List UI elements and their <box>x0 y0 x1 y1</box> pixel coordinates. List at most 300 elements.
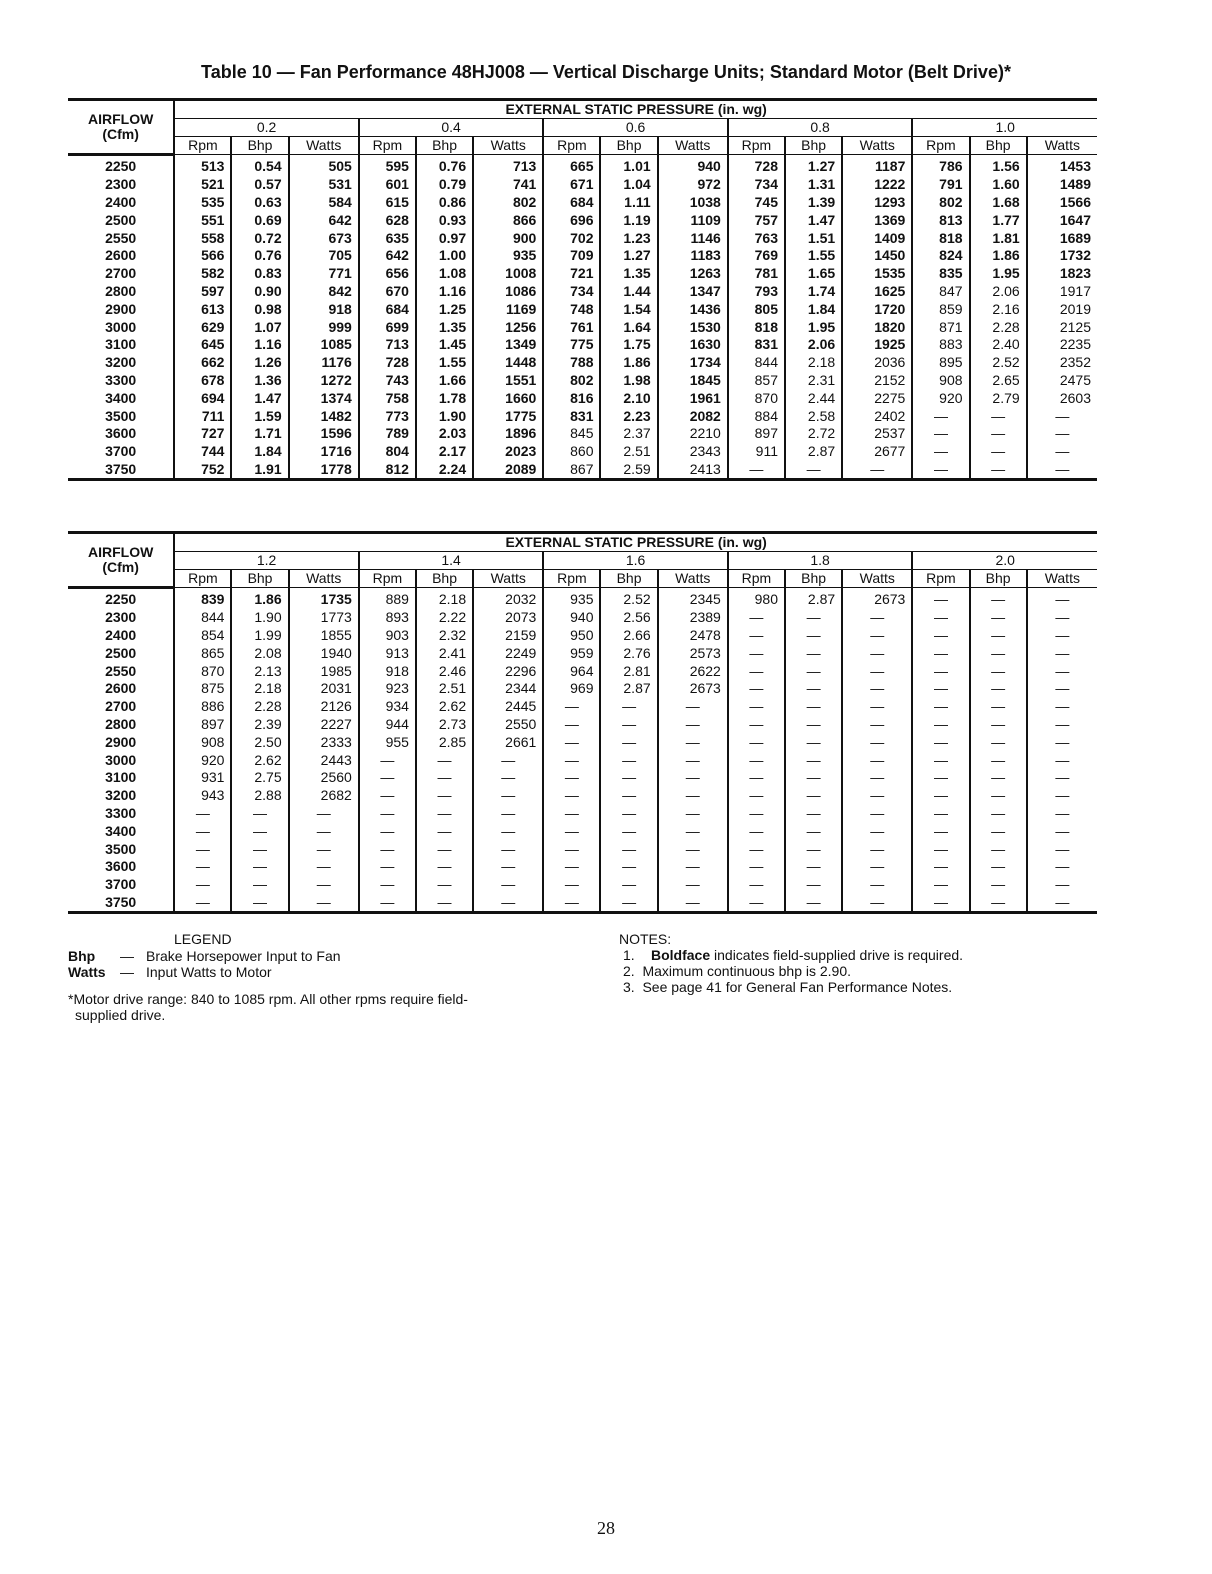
value-cell-watts: — <box>473 805 543 823</box>
value-cell-bhp: 1.56 <box>970 155 1027 176</box>
airflow-cell: 3400 <box>105 389 137 406</box>
value-cell-bhp: 1.86 <box>231 588 288 609</box>
value-cell-rpm: 684 <box>359 300 416 318</box>
value-cell-watts: 1775 <box>473 407 543 425</box>
value-cell-rpm: — <box>912 822 969 840</box>
value-cell-bhp: 2.50 <box>231 733 288 751</box>
value-cell-bhp: 2.24 <box>416 461 473 480</box>
value-cell-watts: — <box>842 751 912 769</box>
value-cell-bhp: 2.87 <box>785 443 842 461</box>
value-cell-bhp: — <box>970 627 1027 645</box>
value-cell-rpm: 769 <box>728 247 785 265</box>
value-cell-bhp: — <box>416 876 473 894</box>
value-cell-rpm: 734 <box>543 283 600 301</box>
value-cell-watts: 2235 <box>1027 336 1097 354</box>
value-cell-rpm: 551 <box>174 211 231 229</box>
value-cell-bhp: 1.36 <box>231 372 288 390</box>
value-cell-bhp: 2.81 <box>600 662 657 680</box>
table-row <box>68 751 1097 769</box>
value-cell-watts: — <box>1027 425 1097 443</box>
value-cell-watts: 1647 <box>1027 211 1097 229</box>
value-cell-watts: 1734 <box>658 354 728 372</box>
value-cell-bhp: — <box>785 876 842 894</box>
value-cell-bhp: 1.84 <box>231 443 288 461</box>
value-cell-watts: — <box>1027 698 1097 716</box>
value-cell-rpm: — <box>728 822 785 840</box>
value-cell-bhp: 2.87 <box>600 680 657 698</box>
value-cell-watts: 866 <box>473 211 543 229</box>
airflow-cell: 3500 <box>105 840 137 857</box>
value-cell-bhp: 2.10 <box>600 389 657 407</box>
value-cell-watts: 2333 <box>289 733 359 751</box>
value-cell-rpm: — <box>359 876 416 894</box>
column-header-watts: Watts <box>289 570 359 588</box>
value-cell-watts: 1961 <box>658 389 728 407</box>
value-cell-bhp: — <box>785 840 842 858</box>
value-cell-bhp: — <box>785 894 842 913</box>
value-cell-bhp: 1.64 <box>600 318 657 336</box>
value-cell-watts: 940 <box>658 155 728 176</box>
value-cell-rpm: — <box>912 858 969 876</box>
value-cell-bhp: 2.73 <box>416 716 473 734</box>
airflow-header <box>68 100 174 155</box>
value-cell-bhp: 0.93 <box>416 211 473 229</box>
value-cell-bhp: 1.65 <box>785 265 842 283</box>
value-cell-bhp: — <box>785 787 842 805</box>
value-cell-watts: — <box>473 787 543 805</box>
value-cell-bhp: 2.51 <box>416 680 473 698</box>
value-cell-rpm: 871 <box>912 318 969 336</box>
value-cell-bhp: — <box>970 858 1027 876</box>
pressure-header: 1.6 <box>543 552 728 570</box>
value-cell-watts: 1349 <box>473 336 543 354</box>
value-cell-rpm: — <box>728 644 785 662</box>
airflow-cell: 3600 <box>105 858 137 875</box>
value-cell-watts: 2537 <box>842 425 912 443</box>
table-row <box>68 155 1097 176</box>
value-cell-rpm: 931 <box>174 769 231 787</box>
page-number: 28 <box>597 1518 615 1538</box>
value-cell-rpm: 684 <box>543 194 600 212</box>
value-cell-bhp: 2.65 <box>970 372 1027 390</box>
value-cell-watts: — <box>842 805 912 823</box>
airflow-cell: 2700 <box>105 698 137 715</box>
value-cell-watts: 2296 <box>473 662 543 680</box>
value-cell-rpm: — <box>174 894 231 913</box>
value-cell-bhp: — <box>970 733 1027 751</box>
airflow-unit: (Cfm) <box>102 559 139 575</box>
value-cell-watts: — <box>1027 769 1097 787</box>
legend-definition: Brake Horsepower Input to Fan <box>146 948 341 964</box>
column-header-bhp: Bhp <box>970 570 1027 588</box>
value-cell-watts: 1985 <box>289 662 359 680</box>
value-cell-rpm: — <box>728 662 785 680</box>
value-cell-rpm: — <box>359 840 416 858</box>
value-cell-watts: — <box>658 805 728 823</box>
footnote-line-1: *Motor drive range: 840 to 1085 rpm. All other rpms require field- <box>68 991 468 1007</box>
value-cell-watts: 1183 <box>658 247 728 265</box>
value-cell-bhp: 2.66 <box>600 627 657 645</box>
value-cell-watts: — <box>289 822 359 840</box>
value-cell-watts: 2352 <box>1027 354 1097 372</box>
airflow-cell: 3700 <box>105 876 137 893</box>
pressure-header: 1.4 <box>359 552 544 570</box>
column-header-rpm: Rpm <box>728 137 785 155</box>
value-cell-watts: 2622 <box>658 662 728 680</box>
table-row <box>68 229 1097 247</box>
value-cell-rpm: 923 <box>359 680 416 698</box>
value-cell-bhp: 1.98 <box>600 372 657 390</box>
table-row <box>68 840 1097 858</box>
value-cell-bhp: 2.75 <box>231 769 288 787</box>
value-cell-watts: — <box>1027 461 1097 480</box>
column-header-bhp: Bhp <box>231 137 288 155</box>
value-cell-bhp: 1.25 <box>416 300 473 318</box>
value-cell-bhp: 0.63 <box>231 194 288 212</box>
value-cell-watts: 2019 <box>1027 300 1097 318</box>
column-header-rpm: Rpm <box>543 570 600 588</box>
value-cell-bhp: — <box>231 805 288 823</box>
value-cell-watts: — <box>842 769 912 787</box>
value-cell-rpm: 781 <box>728 265 785 283</box>
value-cell-bhp: 1.66 <box>416 372 473 390</box>
table-row <box>68 354 1097 372</box>
value-cell-bhp: — <box>416 787 473 805</box>
value-cell-bhp: — <box>785 680 842 698</box>
value-cell-watts: — <box>1027 876 1097 894</box>
airflow-unit: (Cfm) <box>102 126 139 142</box>
value-cell-bhp: 2.37 <box>600 425 657 443</box>
value-cell-watts: 1450 <box>842 247 912 265</box>
value-cell-rpm: 752 <box>174 461 231 480</box>
value-cell-bhp: 2.06 <box>970 283 1027 301</box>
table-row <box>68 644 1097 662</box>
value-cell-watts: 2443 <box>289 751 359 769</box>
value-cell-watts: 1566 <box>1027 194 1097 212</box>
value-cell-watts: — <box>842 716 912 734</box>
value-cell-rpm: — <box>728 805 785 823</box>
airflow-label: AIRFLOW <box>87 111 154 127</box>
airflow-cell: 3300 <box>105 371 137 388</box>
airflow-cell: 3750 <box>68 894 174 913</box>
table-row <box>68 194 1097 212</box>
table-row <box>68 876 1097 894</box>
table-title: Table 10 — Fan Performance 48HJ008 — Vertical Discharge Units; Standard Motor (Belt Drive)* <box>201 62 1011 82</box>
value-cell-watts: 584 <box>289 194 359 212</box>
value-cell-rpm: — <box>728 858 785 876</box>
value-cell-rpm: 908 <box>174 733 231 751</box>
value-cell-bhp: — <box>416 840 473 858</box>
value-cell-bhp: — <box>785 609 842 627</box>
value-cell-rpm: 818 <box>912 229 969 247</box>
value-cell-rpm: — <box>543 698 600 716</box>
value-cell-watts: 2125 <box>1027 318 1097 336</box>
value-cell-watts: — <box>658 894 728 913</box>
table-row <box>68 407 1097 425</box>
airflow-cell: 3700 <box>105 443 137 460</box>
value-cell-watts: 1256 <box>473 318 543 336</box>
value-cell-watts: 1773 <box>289 609 359 627</box>
value-cell-rpm: 875 <box>174 680 231 698</box>
value-cell-rpm: 940 <box>543 609 600 627</box>
table-row <box>68 609 1097 627</box>
value-cell-watts: 1535 <box>842 265 912 283</box>
airflow-cell: 2400 <box>105 626 137 643</box>
value-cell-bhp: — <box>970 769 1027 787</box>
value-cell-bhp: — <box>416 822 473 840</box>
value-cell-bhp: 2.85 <box>416 733 473 751</box>
value-cell-bhp: 0.54 <box>231 155 288 176</box>
value-cell-watts: 2677 <box>842 443 912 461</box>
value-cell-bhp: — <box>600 840 657 858</box>
value-cell-bhp: — <box>785 769 842 787</box>
value-cell-rpm: — <box>543 769 600 787</box>
value-cell-rpm: 678 <box>174 372 231 390</box>
value-cell-watts: 1720 <box>842 300 912 318</box>
value-cell-rpm: — <box>543 822 600 840</box>
value-cell-watts: 2073 <box>473 609 543 627</box>
table-row <box>68 211 1097 229</box>
value-cell-watts: 741 <box>473 176 543 194</box>
value-cell-bhp: — <box>416 858 473 876</box>
value-cell-rpm: 802 <box>543 372 600 390</box>
value-cell-bhp: 1.77 <box>970 211 1027 229</box>
value-cell-bhp: 2.31 <box>785 372 842 390</box>
value-cell-bhp: — <box>600 769 657 787</box>
value-cell-watts: — <box>473 894 543 913</box>
pressure-header: 1.0 <box>912 119 1097 137</box>
column-header-watts: Watts <box>1027 137 1097 155</box>
value-cell-rpm: 969 <box>543 680 600 698</box>
value-cell-watts: — <box>842 876 912 894</box>
value-cell-rpm: 758 <box>359 389 416 407</box>
value-cell-bhp: 2.39 <box>231 716 288 734</box>
value-cell-rpm: 870 <box>728 389 785 407</box>
table-row <box>68 627 1097 645</box>
value-cell-watts: — <box>473 822 543 840</box>
column-header-rpm: Rpm <box>359 137 416 155</box>
value-cell-bhp: 2.32 <box>416 627 473 645</box>
airflow-cell: 3000 <box>105 751 137 768</box>
value-cell-bhp: — <box>600 751 657 769</box>
value-cell-bhp: — <box>970 407 1027 425</box>
value-cell-bhp: 1.51 <box>785 229 842 247</box>
value-cell-rpm: 670 <box>359 283 416 301</box>
airflow-cell: 2300 <box>105 176 137 193</box>
value-cell-rpm: 980 <box>728 588 785 609</box>
value-cell-bhp: — <box>970 840 1027 858</box>
value-cell-bhp: 1.60 <box>970 176 1027 194</box>
value-cell-rpm: — <box>543 876 600 894</box>
value-cell-rpm: 694 <box>174 389 231 407</box>
value-cell-bhp: 2.51 <box>600 443 657 461</box>
value-cell-watts: 1448 <box>473 354 543 372</box>
value-cell-watts: — <box>842 680 912 698</box>
value-cell-watts: 1925 <box>842 336 912 354</box>
value-cell-watts: 802 <box>473 194 543 212</box>
value-cell-bhp: — <box>416 769 473 787</box>
value-cell-bhp: — <box>970 894 1027 913</box>
table-row <box>68 425 1097 443</box>
column-header-watts: Watts <box>473 570 543 588</box>
value-cell-bhp: — <box>600 822 657 840</box>
value-cell-watts: — <box>842 627 912 645</box>
value-cell-rpm: 844 <box>174 609 231 627</box>
value-cell-bhp: 1.19 <box>600 211 657 229</box>
value-cell-watts: 2089 <box>473 461 543 480</box>
value-cell-rpm: 935 <box>543 588 600 609</box>
value-cell-bhp: 1.27 <box>785 155 842 176</box>
value-cell-watts: — <box>473 751 543 769</box>
column-header-rpm: Rpm <box>174 570 231 588</box>
value-cell-rpm: 913 <box>359 644 416 662</box>
table-row <box>68 283 1097 301</box>
value-cell-rpm: — <box>543 733 600 751</box>
value-cell-rpm: 711 <box>174 407 231 425</box>
pressure-header: 0.2 <box>174 119 359 137</box>
note-3: 3. See page 41 for General Fan Performance Notes. <box>623 979 953 995</box>
value-cell-rpm: — <box>912 751 969 769</box>
value-cell-bhp: 2.18 <box>785 354 842 372</box>
value-cell-rpm: 867 <box>543 461 600 480</box>
airflow-cell: 3500 <box>105 407 137 424</box>
value-cell-rpm: — <box>912 769 969 787</box>
value-cell-watts: 1489 <box>1027 176 1097 194</box>
table-row <box>68 247 1097 265</box>
value-cell-rpm: — <box>728 716 785 734</box>
value-cell-watts: — <box>658 787 728 805</box>
value-cell-rpm: 870 <box>174 662 231 680</box>
value-cell-bhp: — <box>231 876 288 894</box>
value-cell-watts: 900 <box>473 229 543 247</box>
value-cell-rpm: 713 <box>359 336 416 354</box>
value-cell-bhp: 1.39 <box>785 194 842 212</box>
value-cell-watts: 1008 <box>473 265 543 283</box>
external-static-pressure-header: EXTERNAL STATIC PRESSURE (in. wg) <box>174 533 1097 552</box>
value-cell-bhp: — <box>600 716 657 734</box>
value-cell-bhp: 0.98 <box>231 300 288 318</box>
value-cell-rpm: 847 <box>912 283 969 301</box>
value-cell-bhp: 1.59 <box>231 407 288 425</box>
note-1-bold: Boldface <box>651 947 711 963</box>
value-cell-rpm: 943 <box>174 787 231 805</box>
value-cell-watts: 1896 <box>473 425 543 443</box>
value-cell-rpm: 656 <box>359 265 416 283</box>
value-cell-bhp: 2.46 <box>416 662 473 680</box>
value-cell-bhp: 1.07 <box>231 318 288 336</box>
value-cell-watts: 1374 <box>289 389 359 407</box>
value-cell-rpm: 728 <box>728 155 785 176</box>
value-cell-rpm: — <box>728 751 785 769</box>
value-cell-bhp: — <box>970 876 1027 894</box>
value-cell-rpm: 743 <box>359 372 416 390</box>
value-cell-bhp: 1.55 <box>416 354 473 372</box>
value-cell-watts: 1732 <box>1027 247 1097 265</box>
value-cell-rpm: 859 <box>912 300 969 318</box>
value-cell-watts: 2126 <box>289 698 359 716</box>
value-cell-bhp: — <box>970 698 1027 716</box>
value-cell-watts: 2210 <box>658 425 728 443</box>
value-cell-rpm: 635 <box>359 229 416 247</box>
value-cell-rpm: — <box>543 840 600 858</box>
value-cell-watts: 1917 <box>1027 283 1097 301</box>
airflow-cell: 2600 <box>105 247 137 264</box>
value-cell-watts: — <box>1027 733 1097 751</box>
value-cell-rpm: 865 <box>174 644 231 662</box>
value-cell-rpm: — <box>912 662 969 680</box>
value-cell-bhp: 1.11 <box>600 194 657 212</box>
value-cell-watts: — <box>1027 680 1097 698</box>
value-cell-rpm: — <box>728 733 785 751</box>
value-cell-watts: 1272 <box>289 372 359 390</box>
external-static-pressure-header: EXTERNAL STATIC PRESSURE (in. wg) <box>174 100 1097 119</box>
value-cell-rpm: 839 <box>174 588 231 609</box>
value-cell-watts: — <box>658 769 728 787</box>
value-cell-rpm: 558 <box>174 229 231 247</box>
value-cell-rpm: 671 <box>543 176 600 194</box>
value-cell-bhp: 1.75 <box>600 336 657 354</box>
value-cell-rpm: 818 <box>728 318 785 336</box>
value-cell-watts: — <box>842 698 912 716</box>
value-cell-rpm: — <box>359 805 416 823</box>
value-cell-watts: 2343 <box>658 443 728 461</box>
legend-dash: — <box>120 948 134 964</box>
value-cell-bhp: — <box>785 627 842 645</box>
value-cell-bhp: 1.81 <box>970 229 1027 247</box>
value-cell-bhp: 2.76 <box>600 644 657 662</box>
value-cell-watts: — <box>473 769 543 787</box>
value-cell-watts: 1369 <box>842 211 912 229</box>
value-cell-bhp: 2.56 <box>600 609 657 627</box>
value-cell-bhp: 2.28 <box>231 698 288 716</box>
value-cell-watts: 2413 <box>658 461 728 480</box>
value-cell-watts: 1347 <box>658 283 728 301</box>
value-cell-watts: 1625 <box>842 283 912 301</box>
value-cell-rpm: 773 <box>359 407 416 425</box>
value-cell-rpm: 535 <box>174 194 231 212</box>
value-cell-bhp: 1.47 <box>231 389 288 407</box>
column-header-rpm: Rpm <box>543 137 600 155</box>
value-cell-watts: — <box>289 876 359 894</box>
value-cell-watts: — <box>473 858 543 876</box>
value-cell-watts: — <box>1027 588 1097 609</box>
value-cell-rpm: 835 <box>912 265 969 283</box>
table-row <box>68 894 1097 913</box>
value-cell-bhp: — <box>231 858 288 876</box>
value-cell-rpm: 748 <box>543 300 600 318</box>
value-cell-rpm: 642 <box>359 247 416 265</box>
header-row-columns <box>68 137 1097 155</box>
value-cell-watts: 673 <box>289 229 359 247</box>
value-cell-watts: 1222 <box>842 176 912 194</box>
value-cell-rpm: 629 <box>174 318 231 336</box>
notes-heading: NOTES: <box>619 931 672 947</box>
value-cell-watts: 2475 <box>1027 372 1097 390</box>
value-cell-bhp: 1.16 <box>416 283 473 301</box>
value-cell-bhp: 2.52 <box>970 354 1027 372</box>
column-header-bhp: Bhp <box>416 137 473 155</box>
pressure-header: 2.0 <box>912 552 1097 570</box>
airflow-cell: 3750 <box>68 461 174 480</box>
value-cell-rpm: — <box>912 805 969 823</box>
value-cell-bhp: — <box>231 822 288 840</box>
value-cell-rpm: 601 <box>359 176 416 194</box>
value-cell-watts: 2573 <box>658 644 728 662</box>
value-cell-bhp: 2.17 <box>416 443 473 461</box>
value-cell-bhp: — <box>600 805 657 823</box>
value-cell-watts: 2275 <box>842 389 912 407</box>
airflow-cell: 2500 <box>105 644 137 661</box>
